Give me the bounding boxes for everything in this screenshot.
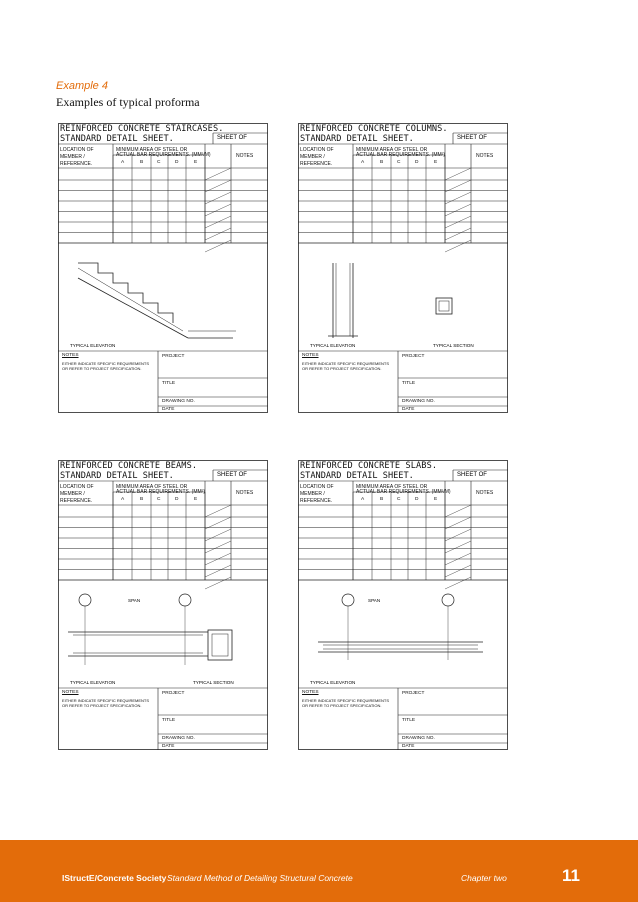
span-label: SPAN bbox=[128, 598, 141, 603]
col-a-label: A bbox=[121, 497, 125, 502]
title-label: TITLE bbox=[402, 381, 416, 386]
reference-label: REFERENCE. bbox=[60, 161, 93, 167]
drawing-no-label: DRAWING NO. bbox=[162, 399, 195, 404]
col-e-label: E bbox=[194, 497, 198, 502]
col-d-label: D bbox=[415, 497, 419, 502]
col-a-label: A bbox=[361, 497, 365, 502]
page-number: 11 bbox=[562, 866, 580, 885]
col-c-label: C bbox=[157, 497, 161, 502]
sheet-of-label: SHEET OF bbox=[217, 472, 247, 478]
col-e-label: E bbox=[194, 160, 198, 165]
member-label: MEMBER / bbox=[300, 154, 325, 160]
col-d-label: D bbox=[175, 497, 179, 502]
col-d-label: D bbox=[415, 160, 419, 165]
view-label-elevation: TYPICAL ELEVATION bbox=[310, 680, 356, 685]
requirements-label: ACTUAL BAR REQUIREMENTS. (MM²) bbox=[116, 489, 205, 495]
view-label-section: TYPICAL SECTION bbox=[433, 343, 474, 348]
notes-label: NOTES bbox=[302, 690, 319, 695]
sheet-subtitle: STANDARD DETAIL SHEET. bbox=[60, 134, 174, 144]
location-label: LOCATION OF bbox=[300, 484, 334, 490]
sheet-subtitle: STANDARD DETAIL SHEET. bbox=[300, 134, 414, 144]
notes-col-label: NOTES bbox=[476, 153, 494, 159]
col-b-label: B bbox=[380, 497, 384, 502]
proforma-beams bbox=[58, 460, 268, 750]
location-label: LOCATION OF bbox=[60, 484, 94, 490]
title-label: TITLE bbox=[162, 381, 176, 386]
sheet-title: REINFORCED CONCRETE SLABS. bbox=[300, 461, 438, 471]
notes-body-1: EITHER INDICATE SPECIFIC REQUIREMENTS bbox=[62, 698, 150, 703]
example-label: Example 4 bbox=[56, 80, 108, 92]
col-c-label: C bbox=[397, 160, 401, 165]
col-b-label: B bbox=[380, 160, 384, 165]
col-b-label: B bbox=[140, 160, 144, 165]
location-label: LOCATION OF bbox=[60, 147, 94, 153]
col-d-label: D bbox=[175, 160, 179, 165]
footer-chapter: Chapter two bbox=[461, 873, 507, 883]
reference-label: REFERENCE. bbox=[300, 498, 333, 504]
reference-label: REFERENCE. bbox=[60, 498, 93, 504]
min-area-label: MINIMUM AREA OF STEEL OR bbox=[356, 484, 428, 490]
footer-bar bbox=[0, 840, 638, 902]
footer-org: IStructE/Concrete Society bbox=[62, 873, 167, 883]
notes-body-2: OR REFER TO PROJECT SPECIFICATION. bbox=[302, 703, 382, 708]
notes-body-2: OR REFER TO PROJECT SPECIFICATION. bbox=[62, 703, 142, 708]
sheet-title: REINFORCED CONCRETE COLUMNS. bbox=[300, 124, 448, 134]
drawing-no-label: DRAWING NO. bbox=[162, 736, 195, 741]
col-a-label: A bbox=[121, 160, 125, 165]
col-e-label: E bbox=[434, 497, 438, 502]
sheet-title: REINFORCED CONCRETE BEAMS. bbox=[60, 461, 198, 471]
drawing-no-label: DRAWING NO. bbox=[402, 736, 435, 741]
requirements-label: ACTUAL BAR REQUIREMENTS. (MM²) bbox=[356, 152, 445, 158]
intro-text: Examples of typical proforma bbox=[56, 95, 200, 109]
requirements-label: ACTUAL BAR REQUIREMENTS. (MM²/M) bbox=[116, 152, 211, 158]
sheet-of-label: SHEET OF bbox=[457, 135, 487, 141]
min-area-label: MINIMUM AREA OF STEEL OR bbox=[356, 147, 428, 153]
member-label: MEMBER / bbox=[60, 154, 85, 160]
notes-body-1: EITHER INDICATE SPECIFIC REQUIREMENTS bbox=[302, 361, 390, 366]
notes-body-2: OR REFER TO PROJECT SPECIFICATION. bbox=[302, 366, 382, 371]
notes-col-label: NOTES bbox=[236, 153, 254, 159]
proforma-staircases bbox=[58, 123, 268, 413]
project-label: PROJECT bbox=[402, 354, 425, 359]
requirements-label: ACTUAL BAR REQUIREMENTS. (MM²/M) bbox=[356, 489, 451, 495]
location-label: LOCATION OF bbox=[300, 147, 334, 153]
project-label: PROJECT bbox=[162, 354, 185, 359]
proforma-slabs bbox=[298, 460, 508, 750]
span-label: SPAN bbox=[368, 598, 381, 603]
min-area-label: MINIMUM AREA OF STEEL OR bbox=[116, 147, 188, 153]
sheet-of-label: SHEET OF bbox=[457, 472, 487, 478]
notes-body-1: EITHER INDICATE SPECIFIC REQUIREMENTS bbox=[62, 361, 150, 366]
sheet-of-label: SHEET OF bbox=[217, 135, 247, 141]
notes-label: NOTES bbox=[62, 353, 79, 358]
view-label-elevation: TYPICAL ELEVATION bbox=[70, 680, 116, 685]
date-label: DATE bbox=[402, 407, 415, 412]
sheet-subtitle: STANDARD DETAIL SHEET. bbox=[300, 471, 414, 481]
view-label-elevation: TYPICAL ELEVATION bbox=[70, 343, 116, 348]
view-label-section: TYPICAL SECTION bbox=[193, 680, 234, 685]
notes-body-1: EITHER INDICATE SPECIFIC REQUIREMENTS bbox=[302, 698, 390, 703]
date-label: DATE bbox=[402, 744, 415, 749]
sheet-title: REINFORCED CONCRETE STAIRCASES. bbox=[60, 124, 224, 134]
drawing-no-label: DRAWING NO. bbox=[402, 399, 435, 404]
col-a-label: A bbox=[361, 160, 365, 165]
notes-col-label: NOTES bbox=[236, 490, 254, 496]
min-area-label: MINIMUM AREA OF STEEL OR bbox=[116, 484, 188, 490]
notes-col-label: NOTES bbox=[476, 490, 494, 496]
notes-label: NOTES bbox=[62, 690, 79, 695]
proforma-columns bbox=[298, 123, 508, 413]
sheet-subtitle: STANDARD DETAIL SHEET. bbox=[60, 471, 174, 481]
notes-label: NOTES bbox=[302, 353, 319, 358]
col-c-label: C bbox=[157, 160, 161, 165]
col-b-label: B bbox=[140, 497, 144, 502]
title-label: TITLE bbox=[402, 718, 416, 723]
member-label: MEMBER / bbox=[300, 491, 325, 497]
member-label: MEMBER / bbox=[60, 491, 85, 497]
col-c-label: C bbox=[397, 497, 401, 502]
project-label: PROJECT bbox=[162, 691, 185, 696]
col-e-label: E bbox=[434, 160, 438, 165]
notes-body-2: OR REFER TO PROJECT SPECIFICATION. bbox=[62, 366, 142, 371]
title-label: TITLE bbox=[162, 718, 176, 723]
footer-book-title: Standard Method of Detailing Structural Concrete bbox=[167, 873, 353, 883]
reference-label: REFERENCE. bbox=[300, 161, 333, 167]
view-label-elevation: TYPICAL ELEVATION bbox=[310, 343, 356, 348]
date-label: DATE bbox=[162, 407, 175, 412]
date-label: DATE bbox=[162, 744, 175, 749]
project-label: PROJECT bbox=[402, 691, 425, 696]
